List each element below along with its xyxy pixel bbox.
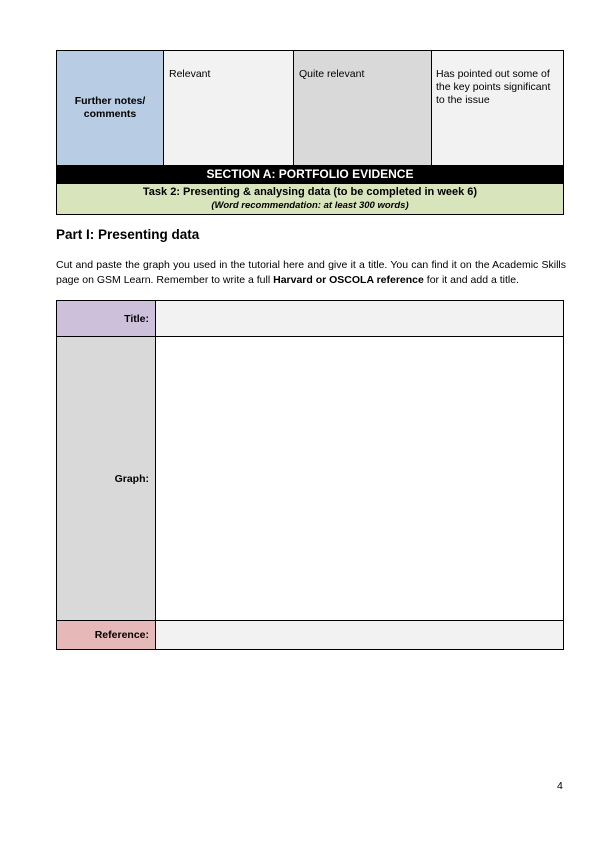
further-notes-label: Further notes/ comments — [57, 51, 164, 165]
task-title: Task 2: Presenting & analysing data (to be completed in week 6) — [142, 186, 478, 198]
intro-paragraph — [56, 258, 566, 288]
reference-row — [57, 621, 563, 649]
task-header — [57, 184, 563, 214]
quite-relevant-cell: Quite relevant — [294, 51, 432, 165]
intro-text-end: for it and add a title. — [423, 274, 520, 286]
section-title: SECTION A: PORTFOLIO EVIDENCE — [57, 166, 563, 184]
intro-bold-text: Harvard or OSCOLA reference — [273, 274, 424, 286]
reference-label: Reference: — [57, 621, 156, 649]
graph-row — [57, 337, 563, 621]
relevant-cell: Relevant — [164, 51, 294, 165]
title-row — [57, 301, 563, 337]
title-field[interactable] — [156, 301, 563, 336]
key-points-cell: Has pointed out some of the key points significant to the issue — [432, 51, 563, 165]
graph-label: Graph: — [57, 337, 156, 620]
part-heading: Part I: Presenting data — [56, 227, 200, 242]
graph-form-table — [56, 300, 564, 650]
assessment-table — [56, 50, 564, 215]
task-subtitle: (Word recommendation: at least 300 words) — [211, 200, 409, 211]
title-label: Title: — [57, 301, 156, 336]
graph-field[interactable] — [156, 337, 563, 620]
further-notes-row — [57, 51, 563, 166]
intro-text: Cut and paste the graph you used in the tutorial here and give it a title. You can find it on the Academic Skills page on GSM Learn. Remember to write a full — [56, 259, 566, 286]
page-number: 4 — [557, 780, 563, 792]
reference-field[interactable] — [156, 621, 563, 649]
